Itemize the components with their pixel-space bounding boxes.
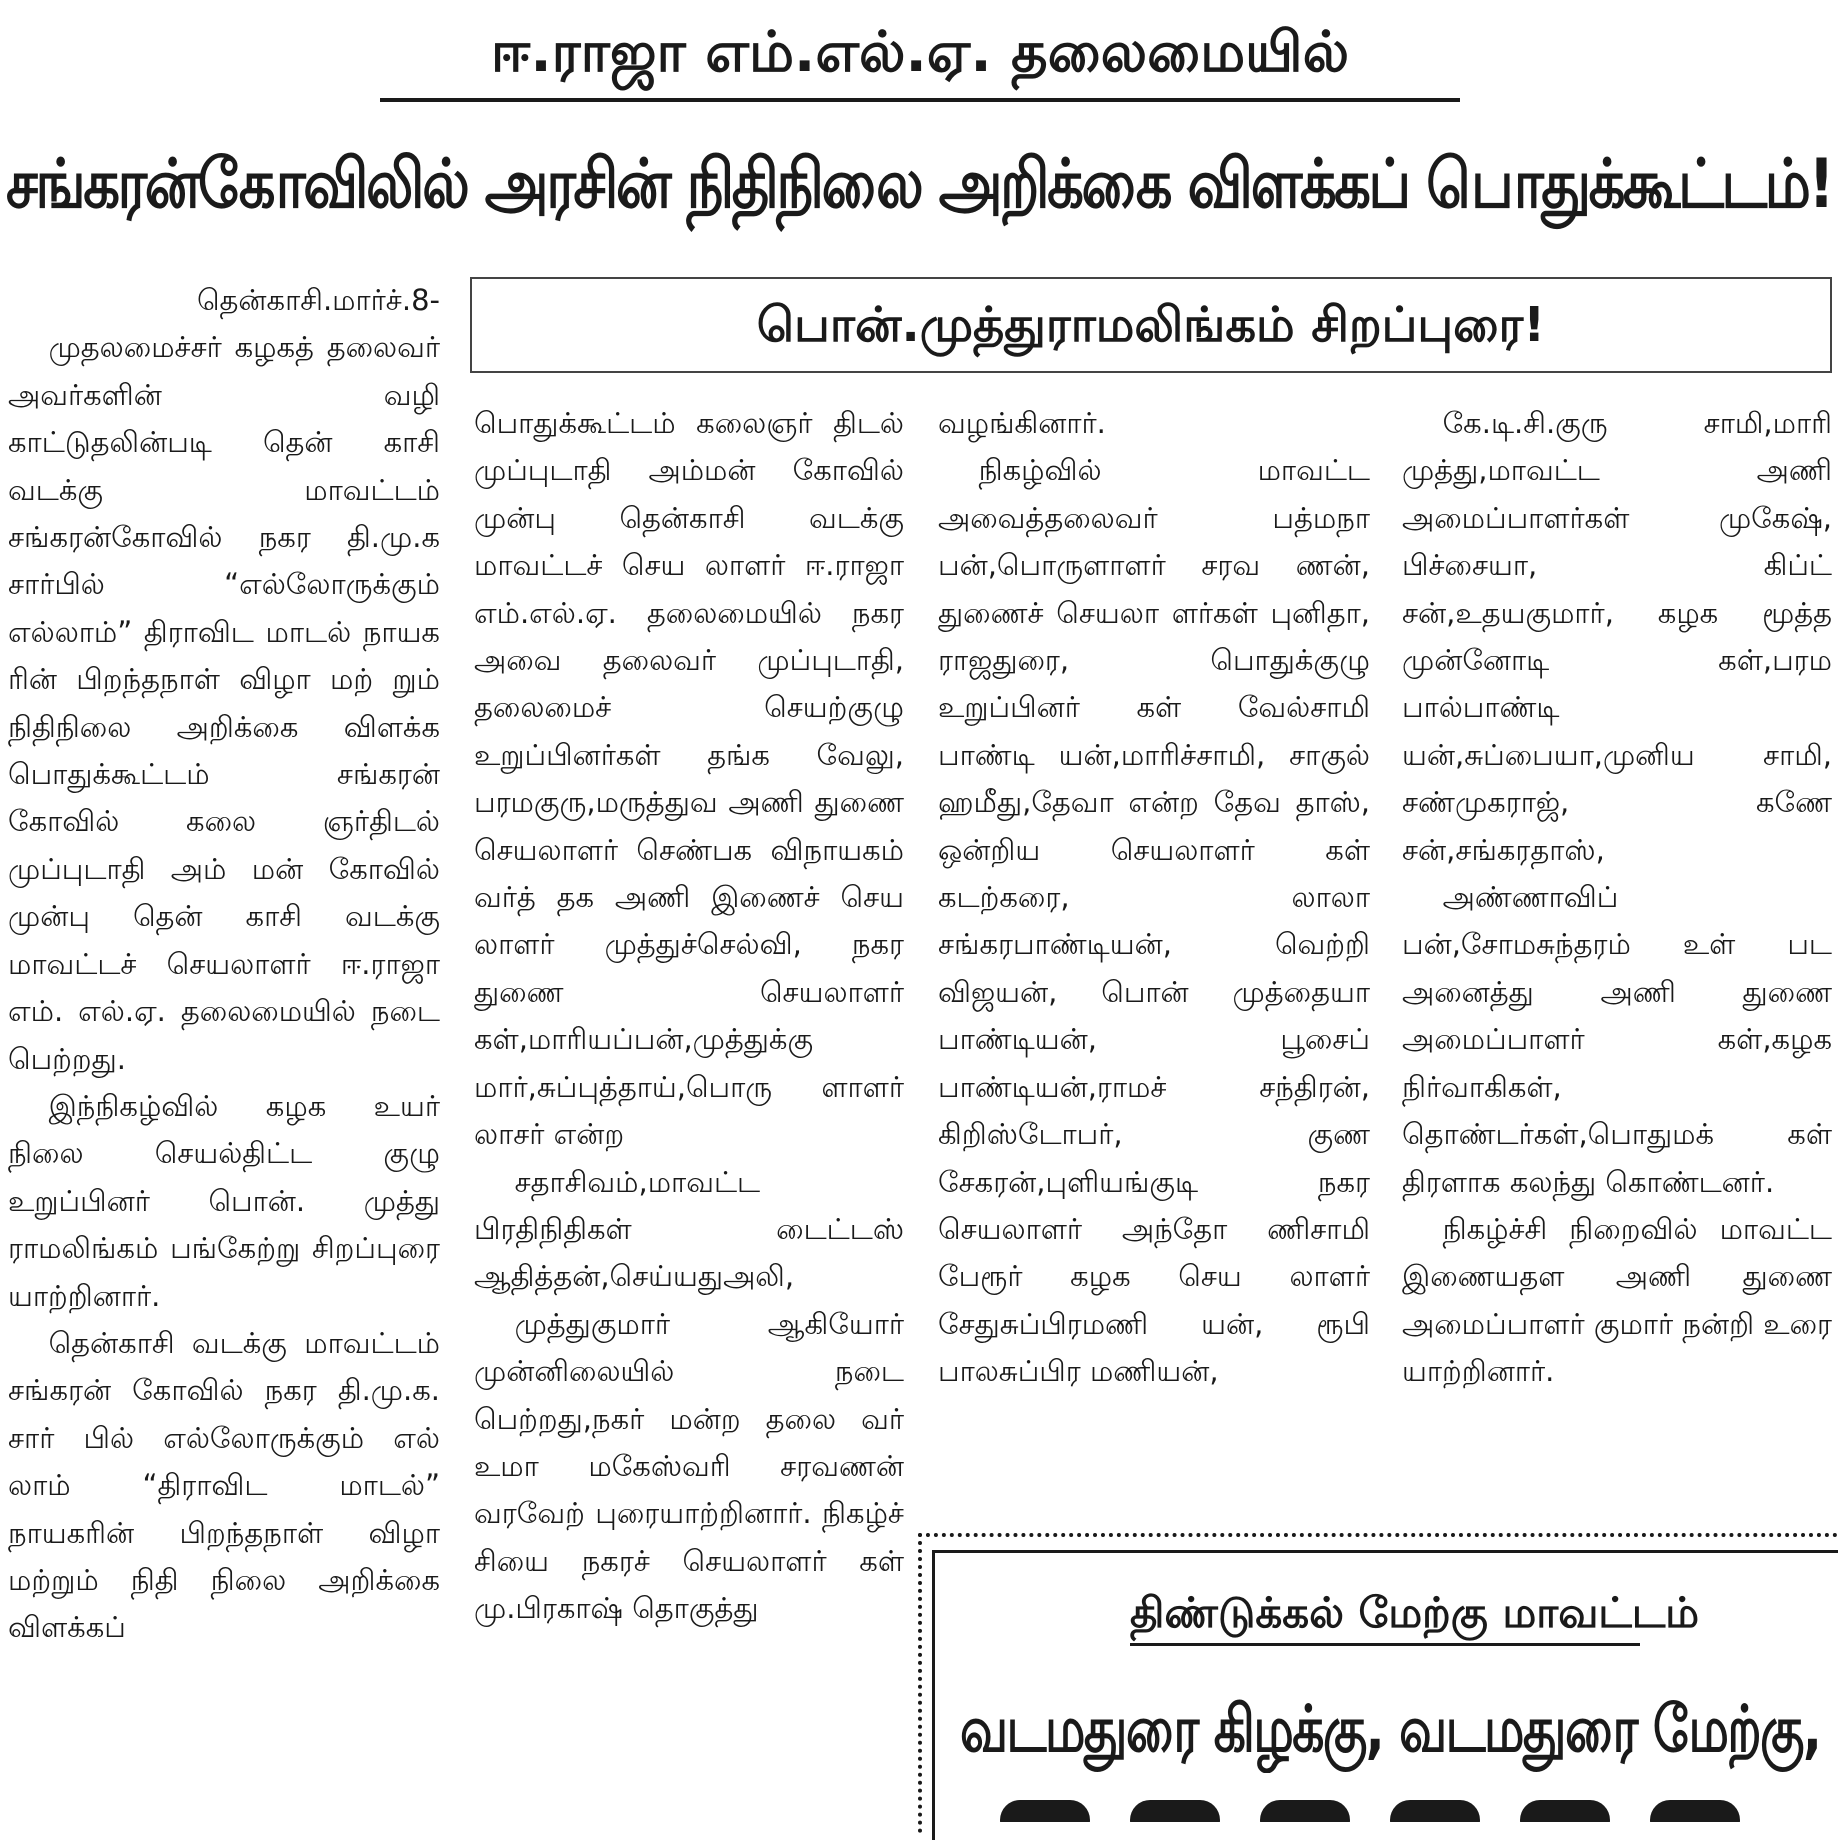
article-kicker: ஈ.ராஜா எம்.எல்.ஏ. தலைமையில் xyxy=(380,8,1460,102)
paragraph: வழங்கினார். xyxy=(938,406,1106,440)
article-column-1 xyxy=(8,277,440,1817)
dateline: தென்காசி.மார்ச்.8- xyxy=(196,283,440,317)
article-column-3 xyxy=(938,400,1370,1500)
paragraph: அண்ணாவிப் பன்,சோமசுந்தரம் உள் பட அனைத்து அணி துணை அமைப்பாளர் கள்,கழக நிர்வாகிகள், தொண்டர்கள்,பொதுமக் கள் திரளாக கலந்து கொண்டனர். xyxy=(1402,880,1832,1199)
paragraph: கே.டி.சி.குரு சாமி,மாரி முத்து,மாவட்ட அணி அமைப்பாளர்கள் முகேஷ், பிச்சையா, கிப்ட் சன்,உதயகுமார், கழக மூத்த முன்னோடி கள்,பரம பால்பாண்டி யன்,சுப்பையா,முனிய சாமி, சண்முகராஜ், கணே சன்,சங்கரதாஸ், xyxy=(1402,406,1832,867)
next-article-title: வடமதுரை கிழக்கு, வடமதுரை மேற்கு, xyxy=(960,1693,1821,1767)
paragraph: நிகழ்ச்சி நிறைவில் மாவட்ட இணையதள அணி துணை அமைப்பாளர் குமார் நன்றி உரை யாற்றினார். xyxy=(1402,1211,1832,1389)
article-subhead: பொன்.முத்துராமலிங்கம் சிறப்புரை! xyxy=(470,277,1832,373)
next-article-cut-off-line xyxy=(1000,1800,1800,1822)
paragraph: இந்நிகழ்வில் கழக உயர் நிலை செயல்திட்ட குழு உறுப்பினர் பொன். முத்து ராமலிங்கம் பங்கேற்று சிறப்புரை யாற்றினார். xyxy=(8,1088,440,1313)
paragraph: முதலமைச்சர் கழகத் தலைவர் அவர்களின் வழி காட்டுதலின்படி தென் காசி வடக்கு மாவட்டம் சங்கரன்கோவில் நகர தி.மு.க சார்பில் “எல்லோருக்கும் எல்லாம்” திராவிட மாடல் நாயக ரின் பிறந்தநாள் விழா மற் றும் நிதிநிலை அறிக்கை விளக்க பொதுக்கூட்டம் சங்கரன் கோவில் கலை ஞர்திடல் முப்புடாதி அம் மன் கோவில் முன்பு தென் காசி வடக்கு மாவட்டச் செயலாளர் ஈ.ராஜா எம். எல்.ஏ. தலைமையில் நடை பெற்றது. xyxy=(8,330,440,1076)
paragraph: நிகழ்வில் மாவட்ட அவைத்தலைவர் பத்மநா பன்,பொருளாளர் சரவ ணன், துணைச் செயலா ளர்கள் புனிதா, ராஜதுரை, பொதுக்குழு உறுப்பினர் கள் வேல்சாமி பாண்டி யன்,மாரிச்சாமி, சாகுல் ஹமீது,தேவா என்ற தேவ தாஸ், ஒன்றிய செயலாளர் கள் கடற்கரை, லாலா சங்கரபாண்டியன், வெற்றி விஜயன், பொன் முத்தையா பாண்டியன், பூசைப் பாண்டியன்,ராமச் சந்திரன், கிறிஸ்டோபர், குண சேகரன்,புளியங்குடி நகர செயலாளர் அந்தோ ணிசாமி பேரூர் கழக செய லாளர் சேதுசுப்பிரமணி யன், ரூபி பாலசுப்பிர மணியன், xyxy=(938,453,1370,1389)
article-column-4 xyxy=(1402,400,1832,1500)
paragraph: சதாசிவம்,மாவட்ட பிரதிநிதிகள் டைட்டஸ் ஆதித்தன்,செய்யதுஅலி, xyxy=(474,1164,904,1294)
paragraph: முத்துகுமார் ஆகியோர் முன்னிலையில் நடை பெற்றது,நகர் மன்ற தலை வர் உமா மகேஸ்வரி சரவணன் வரவேற் புரையாற்றினார். நிகழ்ச் சியை நகரச் செயலாளர் கள் மு.பிரகாஷ் தொகுத்து xyxy=(474,1306,904,1626)
paragraph: தென்காசி வடக்கு மாவட்டம் சங்கரன் கோவில் நகர தி.மு.க. சார் பில் எல்லோருக்கும் எல் லாம் “திராவிட மாடல்” நாயகரின் பிறந்தநாள் விழா மற்றும் நிதி நிலை அறிக்கை விளக்கப் xyxy=(8,1325,440,1645)
article-column-2 xyxy=(474,400,904,1820)
paragraph: பொதுக்கூட்டம் கலைஞர் திடல் முப்புடாதி அம்மன் கோவில் முன்பு தென்காசி வடக்கு மாவட்டச் செய லாளர் ஈ.ராஜா எம்.எல்.ஏ. தலைமையில் நகர அவை தலைவர் முப்புடாதி, தலைமைச் செயற்குழு உறுப்பினர்கள் தங்க வேலு, பரமகுரு,மருத்துவ அணி துணை செயலாளர் செண்பக விநாயகம் வர்த் தக அணி இணைச் செய லாளர் முத்துச்செல்வி, நகர துணை செயலாளர் கள்,மாரியப்பன்,முத்துக்கு மார்,சுப்புத்தாய்,பொரு ளாளர் லாசர் என்ற xyxy=(474,406,904,1152)
article-headline: சங்கரன்கோவிலில் அரசின் நிதிநிலை அறிக்கை விளக்கப் பொதுக்கூட்டம்! xyxy=(6,145,1833,224)
next-article-district: திண்டுக்கல் மேற்கு மாவட்டம் xyxy=(1130,1583,1640,1646)
